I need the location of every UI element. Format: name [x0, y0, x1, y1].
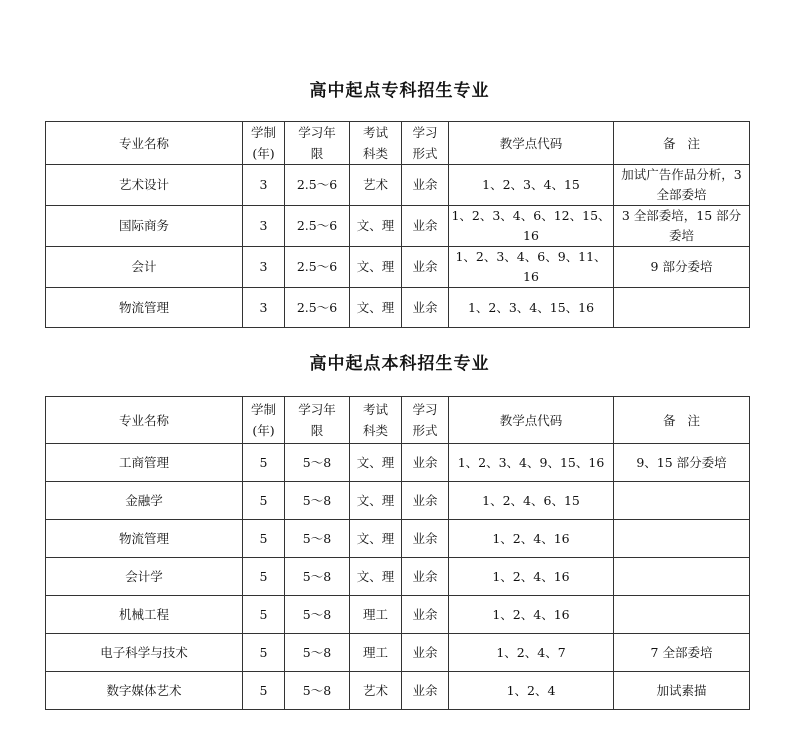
header-mode-line2: 形式 [412, 423, 438, 438]
header-years-line2: (年) [252, 423, 275, 438]
cell-codes: 1、2、3、4、15、16 [449, 288, 614, 328]
header-period-line2: 限 [310, 146, 324, 161]
cell-remark [614, 288, 750, 328]
cell-codes: 1、2、3、4、6、12、15、16 [449, 206, 614, 247]
cell-exam: 艺术 [350, 165, 402, 206]
header-period [285, 122, 350, 165]
cell-remark: 3 全部委培，15 部分委培 [614, 206, 750, 247]
cell-codes: 1、2、4、16 [449, 520, 614, 558]
cell-major: 会计 [46, 247, 243, 288]
cell-exam: 文、理 [350, 206, 402, 247]
header-period-line1: 学习年 [298, 402, 336, 417]
cell-codes: 1、2、3、4、15 [449, 165, 614, 206]
cell-mode: 业余 [402, 672, 449, 710]
cell-mode: 业余 [402, 558, 449, 596]
cell-period: 5～8 [285, 444, 350, 482]
cell-exam: 文、理 [350, 288, 402, 328]
header-exam-line1: 考试 [362, 125, 388, 140]
cell-major: 会计学 [46, 558, 243, 596]
cell-period: 5～8 [285, 482, 350, 520]
header-period-line2: 限 [310, 423, 324, 438]
header-years-line1: 学制 [250, 125, 276, 140]
undergraduate-majors-table [45, 396, 750, 710]
cell-major: 国际商务 [46, 206, 243, 247]
header-remark-label: 备注 [662, 412, 712, 428]
cell-major: 工商管理 [46, 444, 243, 482]
junior-college-majors-table [45, 121, 750, 328]
header-period [285, 397, 350, 444]
cell-period: 5～8 [285, 634, 350, 672]
cell-period: 2.5～6 [285, 165, 350, 206]
table-row [46, 444, 750, 482]
header-mode-line1: 学习 [412, 125, 438, 140]
header-codes: 教学点代码 [449, 397, 614, 444]
cell-years: 5 [243, 558, 285, 596]
cell-major: 金融学 [46, 482, 243, 520]
cell-period: 2.5～6 [285, 288, 350, 328]
cell-mode: 业余 [402, 482, 449, 520]
cell-remark [614, 558, 750, 596]
cell-exam: 文、理 [350, 558, 402, 596]
cell-remark: 加试广告作品分析，3 全部委培 [614, 165, 750, 206]
cell-period: 5～8 [285, 596, 350, 634]
cell-period: 2.5～6 [285, 206, 350, 247]
header-mode [402, 397, 449, 444]
cell-remark: 加试素描 [614, 672, 750, 710]
cell-years: 5 [243, 672, 285, 710]
header-exam-line2: 科类 [362, 423, 388, 438]
cell-period: 5～8 [285, 520, 350, 558]
cell-mode: 业余 [402, 288, 449, 328]
cell-period: 5～8 [285, 558, 350, 596]
cell-years: 5 [243, 634, 285, 672]
cell-codes: 1、2、4、16 [449, 558, 614, 596]
header-mode-line2: 形式 [412, 146, 438, 161]
table-row [46, 596, 750, 634]
header-exam [350, 397, 402, 444]
header-years-line1: 学制 [250, 402, 276, 417]
cell-exam: 文、理 [350, 520, 402, 558]
header-period-line1: 学习年 [298, 125, 336, 140]
cell-major: 物流管理 [46, 520, 243, 558]
table-row [46, 482, 750, 520]
section-title-undergraduate: 高中起点本科招生专业 [309, 354, 490, 374]
cell-mode: 业余 [402, 206, 449, 247]
cell-exam: 文、理 [350, 247, 402, 288]
table-row [46, 288, 750, 328]
header-remark [614, 122, 750, 165]
cell-years: 5 [243, 596, 285, 634]
cell-remark [614, 520, 750, 558]
table-row [46, 206, 750, 247]
header-mode [402, 122, 449, 165]
cell-major: 物流管理 [46, 288, 243, 328]
table-row [46, 558, 750, 596]
cell-major: 艺术设计 [46, 165, 243, 206]
cell-mode: 业余 [402, 520, 449, 558]
cell-exam: 理工 [350, 596, 402, 634]
cell-exam: 艺术 [350, 672, 402, 710]
table-header-row [46, 122, 750, 165]
cell-remark: 9 部分委培 [614, 247, 750, 288]
cell-exam: 理工 [350, 634, 402, 672]
cell-remark [614, 482, 750, 520]
cell-years: 5 [243, 482, 285, 520]
header-exam-line2: 科类 [362, 146, 388, 161]
cell-exam: 文、理 [350, 444, 402, 482]
cell-years: 3 [243, 247, 285, 288]
cell-years: 3 [243, 165, 285, 206]
cell-codes: 1、2、4、16 [449, 596, 614, 634]
cell-mode: 业余 [402, 634, 449, 672]
header-remark-label: 备注 [662, 135, 712, 151]
cell-major: 机械工程 [46, 596, 243, 634]
section-title-junior-college: 高中起点专科招生专业 [309, 81, 490, 101]
cell-years: 5 [243, 444, 285, 482]
cell-major: 数字媒体艺术 [46, 672, 243, 710]
header-remark [614, 397, 750, 444]
header-years [243, 397, 285, 444]
header-mode-line1: 学习 [412, 402, 438, 417]
header-years-line2: (年) [252, 146, 275, 161]
table-row [46, 165, 750, 206]
table-row [46, 672, 750, 710]
cell-period: 5～8 [285, 672, 350, 710]
cell-mode: 业余 [402, 596, 449, 634]
header-exam [350, 122, 402, 165]
cell-remark [614, 596, 750, 634]
cell-remark: 7 全部委培 [614, 634, 750, 672]
header-major: 专业名称 [46, 122, 243, 165]
table-row [46, 520, 750, 558]
cell-remark: 9、15 部分委培 [614, 444, 750, 482]
header-years [243, 122, 285, 165]
cell-exam: 文、理 [350, 482, 402, 520]
cell-major: 电子科学与技术 [46, 634, 243, 672]
cell-mode: 业余 [402, 165, 449, 206]
cell-mode: 业余 [402, 247, 449, 288]
table-row [46, 247, 750, 288]
cell-years: 3 [243, 288, 285, 328]
cell-codes: 1、2、3、4、6、9、11、16 [449, 247, 614, 288]
header-exam-line1: 考试 [362, 402, 388, 417]
cell-codes: 1、2、3、4、9、15、16 [449, 444, 614, 482]
header-codes: 教学点代码 [449, 122, 614, 165]
cell-codes: 1、2、4、7 [449, 634, 614, 672]
cell-period: 2.5～6 [285, 247, 350, 288]
table-header-row [46, 397, 750, 444]
cell-mode: 业余 [402, 444, 449, 482]
table-row [46, 634, 750, 672]
header-major: 专业名称 [46, 397, 243, 444]
cell-years: 5 [243, 520, 285, 558]
cell-codes: 1、2、4 [449, 672, 614, 710]
cell-codes: 1、2、4、6、15 [449, 482, 614, 520]
cell-years: 3 [243, 206, 285, 247]
